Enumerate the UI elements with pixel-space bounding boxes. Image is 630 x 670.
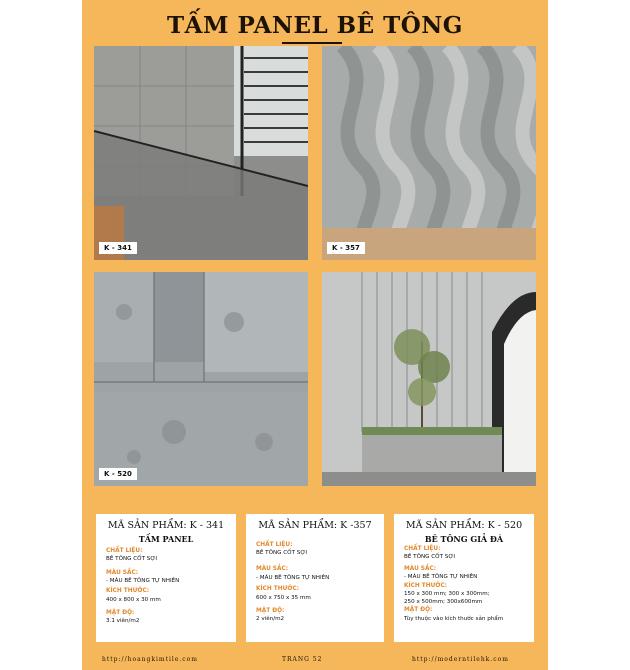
size-value: 400 x 800 x 30 mm (106, 597, 161, 603)
material-label: CHẤT LIỆU: (404, 546, 441, 552)
concrete-stair-photo-icon (94, 46, 308, 260)
size-label: KÍCH THƯỚC: (404, 583, 448, 589)
color-value: - MÀU BÊ TÔNG TỰ NHIÊN (256, 575, 330, 581)
color-value: - MÀU BÊ TÔNG TỰ NHIÊN (106, 578, 180, 584)
wave-panel-photo-icon (322, 46, 536, 260)
product-code-tag: K - 520 (99, 468, 137, 480)
color-label: MÀU SẮC: (404, 566, 437, 572)
density-label: MẬT ĐỘ: (106, 610, 135, 616)
product-code: MÃ SẢN PHẨM: K - 520 (405, 520, 523, 531)
product-code-tag: K - 341 (99, 242, 137, 254)
material-value: BÊ TÔNG CỐT SỢI (256, 550, 308, 556)
color-label: MÀU SẮC: (256, 566, 289, 572)
product-card-k341 (96, 514, 236, 642)
density-label: MẬT ĐỘ: (404, 607, 433, 613)
size-value-line2: 250 x 500mm; 300x600mm (404, 599, 483, 605)
density-label: MẬT ĐỘ: (256, 608, 285, 614)
product-name: TẤM PANEL (138, 534, 194, 544)
photo-k341 (94, 46, 308, 260)
material-label: CHẤT LIỆU: (256, 542, 293, 548)
material-value: BÊ TÔNG CỐT SỢI (404, 554, 456, 560)
size-label: KÍCH THƯỚC: (106, 588, 150, 594)
size-label: KÍCH THƯỚC: (256, 586, 300, 592)
density-value: 2 viên/m2 (256, 616, 285, 622)
footer-left-link[interactable]: http://hoangkimtile.com (102, 656, 198, 663)
product-code-tag: K - 357 (327, 242, 365, 254)
title-underline (282, 42, 342, 44)
product-card-k520 (394, 514, 534, 642)
footer-right-link[interactable]: http://moderntilehk.com (412, 656, 509, 663)
product-code: MÃ SẢN PHẨM: K -357 (258, 520, 372, 531)
color-label: MÀU SẮC: (106, 570, 139, 576)
stone-wall-photo-icon (94, 272, 308, 486)
page-number: TRANG 52 (282, 656, 323, 663)
courtyard-photo-icon (322, 272, 536, 486)
color-value: - MÀU BÊ TÔNG TỰ NHIÊN (404, 574, 478, 580)
material-value: BÊ TÔNG CỐT SỢI (106, 556, 158, 562)
product-name: BÊ TÔNG GIẢ ĐÁ (424, 534, 504, 544)
product-code: MÃ SẢN PHẨM: K - 341 (107, 520, 225, 531)
size-value-line1: 150 x 300 mm; 300 x 300mm; (404, 591, 490, 597)
photo-courtyard (322, 272, 536, 486)
size-value: 600 x 750 x 35 mm (256, 595, 311, 601)
page-title: TẤM PANEL BÊ TÔNG (167, 12, 463, 39)
material-label: CHẤT LIỆU: (106, 548, 143, 554)
density-value: 3.1 viên/m2 (106, 618, 140, 624)
density-value: Tùy thuộc vào kích thước sản phẩm (404, 616, 504, 622)
photo-k520 (94, 272, 308, 486)
catalog-page (82, 0, 548, 670)
photo-k357 (322, 46, 536, 260)
product-card-k357 (246, 514, 384, 642)
